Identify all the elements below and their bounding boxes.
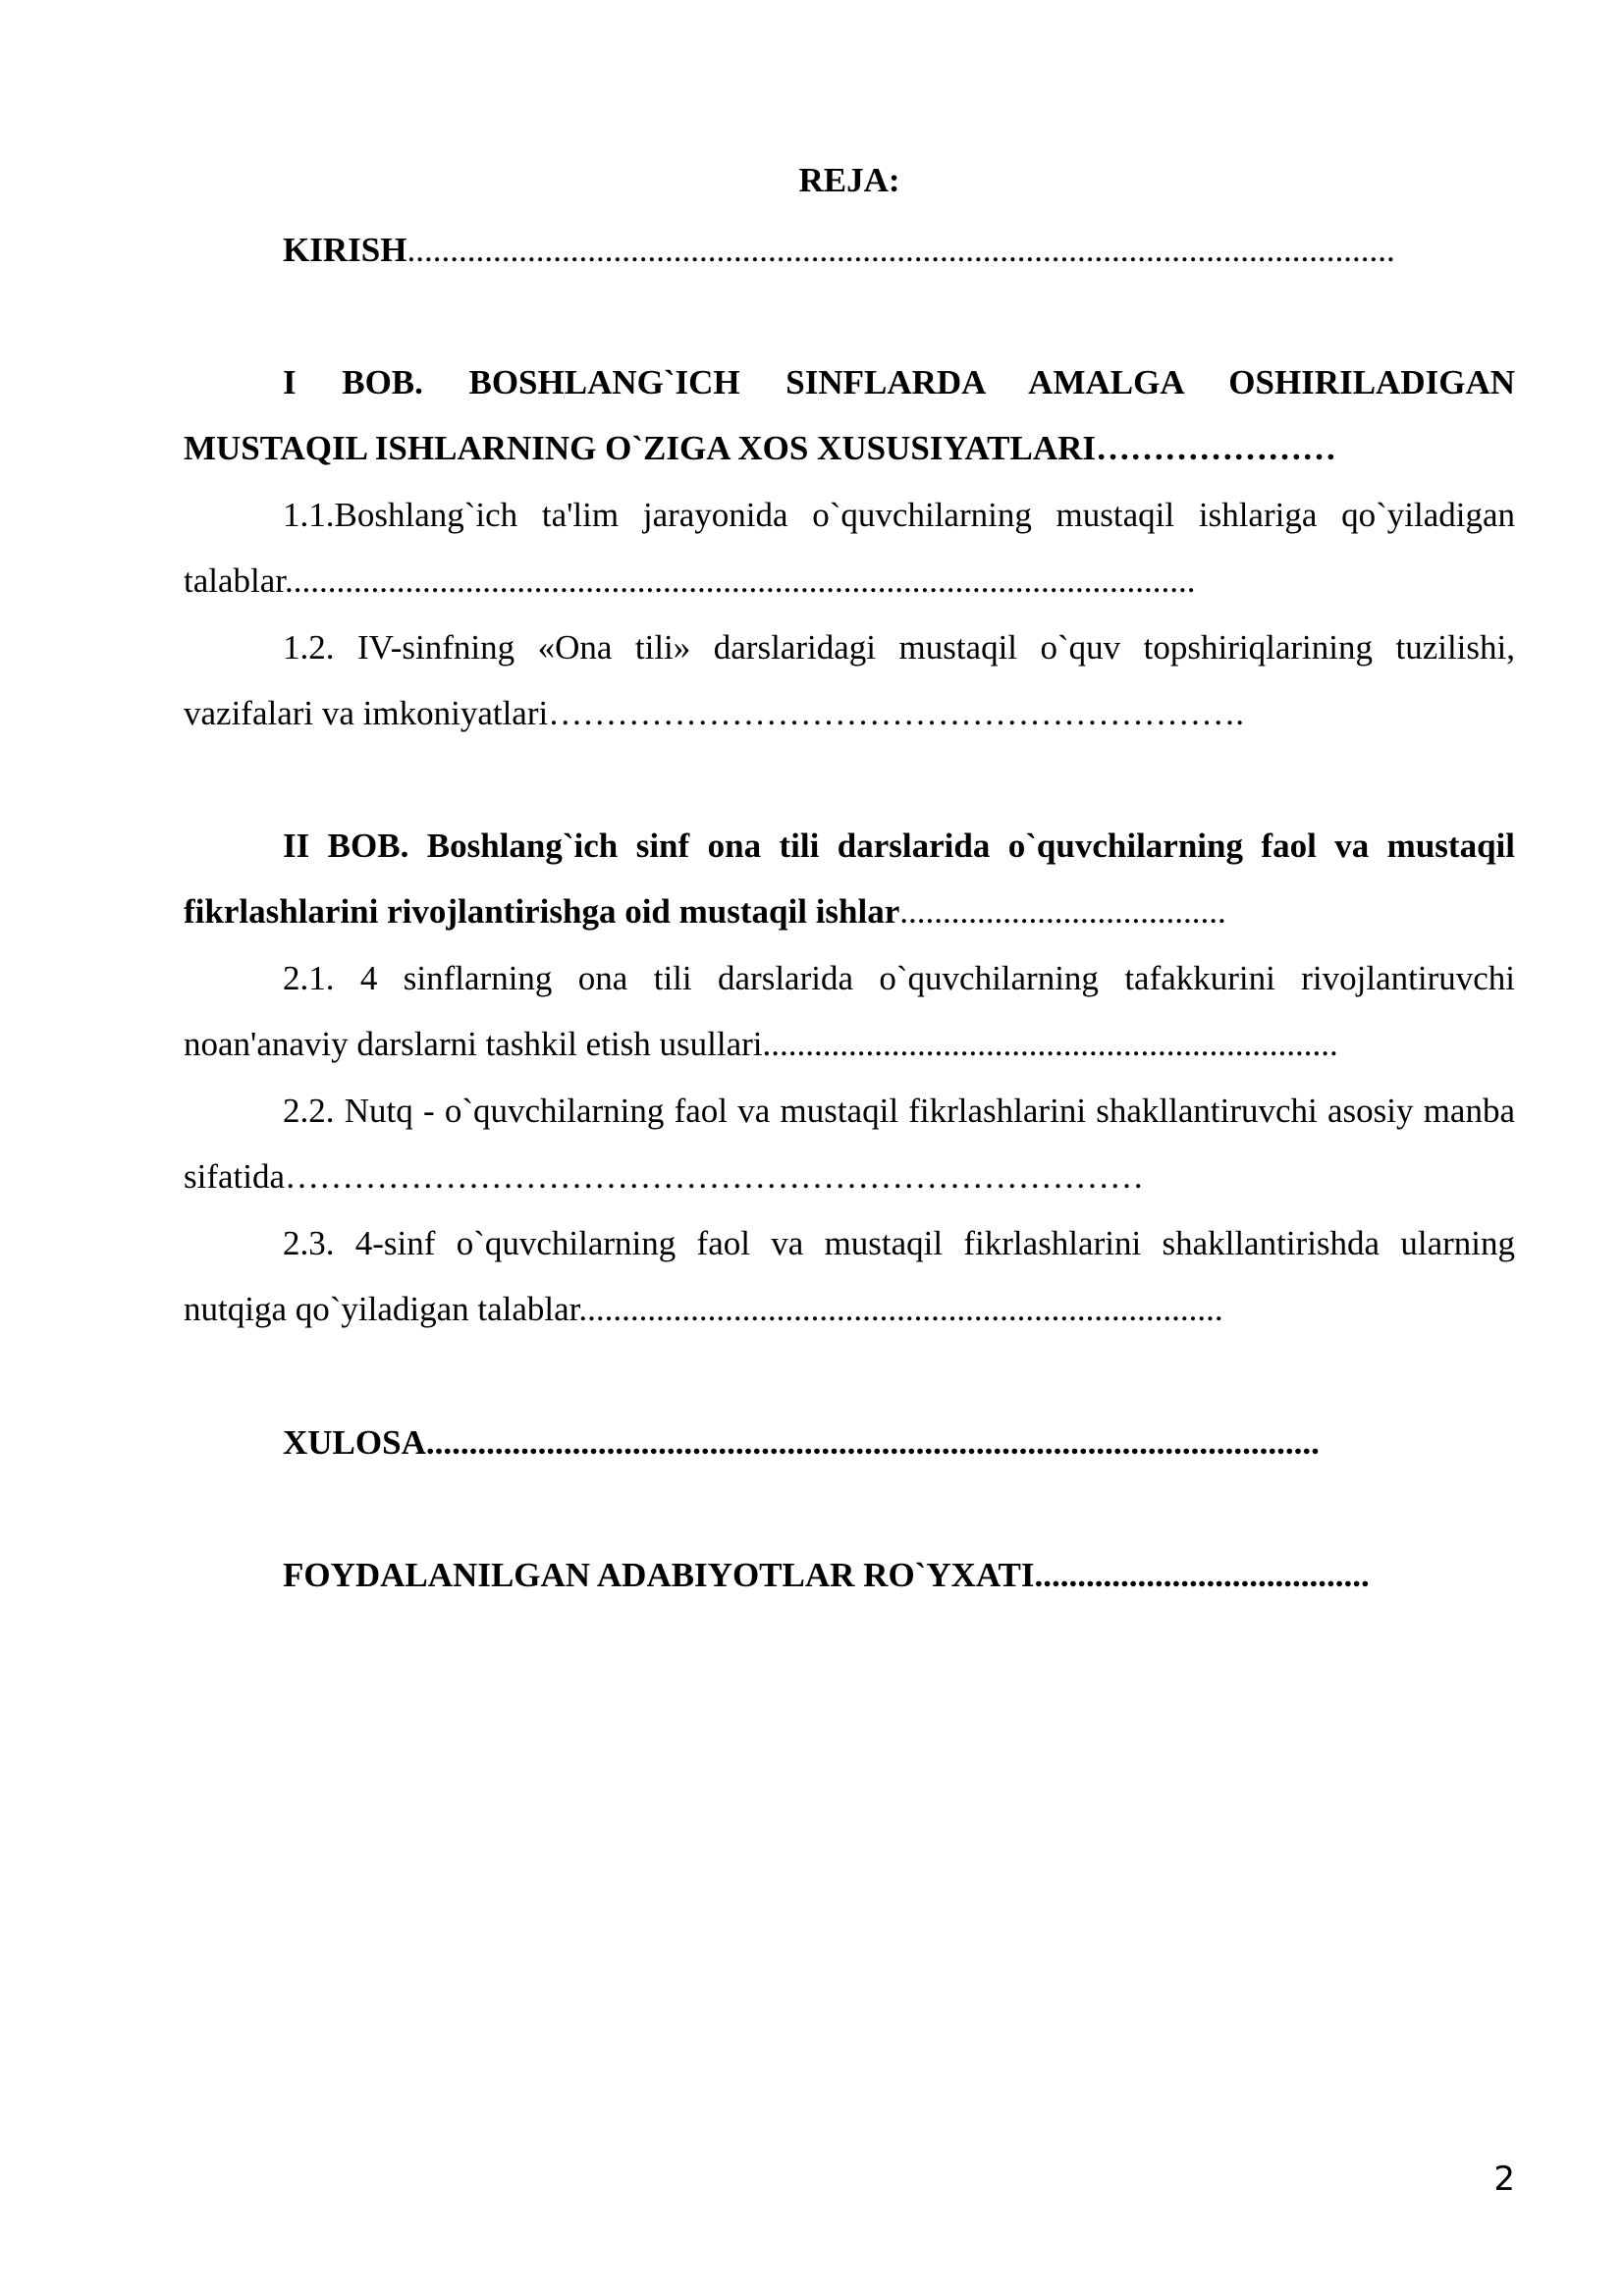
toc-intro-label: KIRISH: [283, 231, 407, 269]
toc-section-2-1: 2.1. 4 sinflarning ona tili darslarida o`quvchilarning tafakkurini rivojlantiruvchi noan'anaviy darslarni tashkil etish usullari...................................................................: [184, 958, 1515, 1063]
toc-section-2-2: 2.2. Nutq - o`quvchilarning faol va mustaqil fikrlashlarini shakllantiruvchi asosiy manba sifatida…………………………………………………………………: [184, 1091, 1515, 1196]
toc-chapter2-heading: [184, 813, 1515, 945]
toc-intro-leader: ...................................................................................................................: [406, 231, 1395, 269]
page-title: REJA:: [798, 161, 900, 199]
toc-chapter1-heading: I BOB. BOSHLANG`ICH SINFLARDA AMALGA OSHIRILADIGAN MUSTAQIL ISHLARNING O`ZIGA XOS XUSUSIYATLARI…………………: [184, 362, 1515, 467]
toc-conclusion: XULOSA........................................................................................................: [283, 1422, 1320, 1462]
page-number: 2: [1493, 2160, 1515, 2199]
spacer: [184, 1475, 1515, 1542]
toc-references: FOYDALANILGAN ADABIYOTLAR RO`YXATI.......................................: [283, 1556, 1370, 1594]
toc-section-1-1: 1.1.Boshlang`ich ta'lim jarayonida o`quvchilarning mustaqil ishlariga qo`yiladigan talablar..........................................................................................................: [184, 495, 1515, 600]
toc-intro: [184, 217, 1515, 284]
toc-section-1-2: 1.2. IV-sinfning «Ona tili» darslaridagi mustaqil o`quv topshiriqlarining tuzilishi, vazifalari va imkoniyatlari…………………………………………………….: [184, 627, 1515, 732]
toc-chapter2-heading-text: II BOB. Boshlang`ich sinf ona tili darslarida o`quvchilarning faol va mustaqil fikrlashlarini rivojlantirishga oid mustaqil ishlar: [184, 826, 1515, 931]
toc-chapter2-leader: ......................................: [899, 892, 1226, 931]
toc-section-2-3: 2.3. 4-sinf o`quvchilarning faol va mustaqil fikrlashlarini shakllantirishda ularning nutqiga qo`yiladigan talablar...........................................................................: [184, 1223, 1515, 1328]
spacer: [184, 1343, 1515, 1410]
document-page: [184, 152, 1515, 1609]
spacer: [184, 284, 1515, 349]
spacer: [184, 747, 1515, 813]
